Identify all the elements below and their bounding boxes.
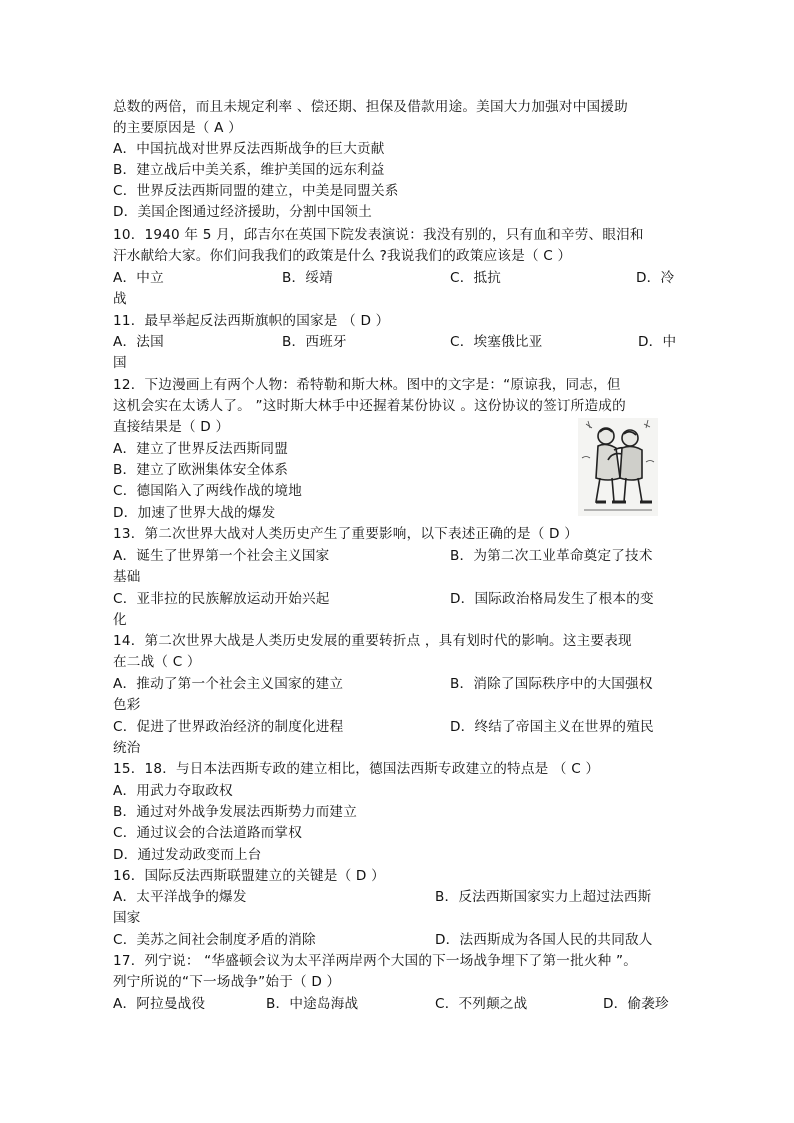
q17-options-row: [113, 994, 693, 1015]
q13-options-row-2: [113, 589, 693, 610]
q14-options-row-1: [113, 674, 693, 695]
q11-option-d: D．中: [638, 334, 677, 350]
q9-option-b: B．建立战后中美关系，维护美国的远东利益: [113, 162, 385, 178]
q17-option-c: C．不列颠之战: [435, 996, 528, 1012]
q12-option-d: D．加速了世界大战的爆发: [113, 505, 276, 521]
q10-option-d-wrap: 战: [113, 291, 127, 307]
q14-option-c: C．促进了世界政治经济的制度化进程: [113, 719, 344, 735]
q10-option-c: C．抵抗: [450, 270, 502, 286]
q14-option-d: D．终结了帝国主义在世界的殖民: [450, 719, 654, 735]
q13-option-d: D．国际政治格局发生了根本的变: [450, 591, 654, 607]
q11-options-row: [113, 332, 683, 353]
q10-option-d: D．冷: [636, 270, 675, 286]
q16-options-row-1: [113, 887, 693, 908]
q15-option-d: D．通过发动政变而上台: [113, 847, 262, 863]
q11-option-a: A．法国: [113, 334, 164, 350]
cartoon-illustration: [578, 418, 658, 516]
q17-option-d: D．偷袭珍: [603, 996, 669, 1012]
q12-option-b: B．建立了欧洲集体安全体系: [113, 462, 289, 478]
q13-option-b-wrap: 基础: [113, 569, 141, 585]
q15-stem: 15．18．与日本法西斯专政的建立相比，德国法西斯专政建立的特点是 （ C ）: [113, 761, 600, 777]
q12-stem: 直接结果是（ D ）: [113, 419, 230, 435]
q14-option-b: B．消除了国际秩序中的大国强权: [450, 676, 653, 692]
q10-option-a: A．中立: [113, 270, 164, 286]
q13-option-a: A．诞生了世界第一个社会主义国家: [113, 548, 330, 564]
q13-option-b: B．为第二次工业革命奠定了技术: [450, 548, 653, 564]
q16-option-b: B．反法西斯国家实力上超过法西斯: [435, 889, 652, 905]
q17-stem: 列宁所说的“下一场战争”始于（ D ）: [113, 974, 341, 990]
q13-option-d-wrap: 化: [113, 612, 127, 628]
q17-option-a: A．阿拉曼战役: [113, 996, 206, 1012]
q9-stem: 的主要原因是（ A ）: [113, 120, 242, 136]
q12-text-line: 12．下边漫画上有两个人物：希特勒和斯大林。图中的文字是：“原谅我，同志，但: [113, 377, 621, 393]
q16-option-c: C．美苏之间社会制度矛盾的消除: [113, 932, 316, 948]
q15-option-a: A．用武力夺取政权: [113, 783, 233, 799]
q10-options-row: [113, 268, 683, 289]
q17-text-line: 17．列宁说： “华盛顿会议为太平洋两岸两个大国的下一场战争埋下了第一批火种 ”。: [113, 953, 638, 969]
q16-options-row-2: [113, 930, 693, 951]
q16-option-d: D．法西斯成为各国人民的共同敌人: [435, 932, 653, 948]
q10-stem: 汗水献给大家。你们问我我们的政策是什么 ?我说我们的政策应该是（ C ）: [113, 248, 572, 264]
q13-stem: 13．第二次世界大战对人类历史产生了重要影响，以下表述正确的是（ D ）: [113, 526, 579, 542]
q15-option-b: B．通过对外战争发展法西斯势力而建立: [113, 804, 358, 820]
q14-option-b-wrap: 色彩: [113, 697, 141, 713]
q14-option-a: A．推动了第一个社会主义国家的建立: [113, 676, 344, 692]
q11-stem: 11．最早举起反法西斯旗帜的国家是 （ D ）: [113, 313, 390, 329]
q12-option-c: C．德国陷入了两线作战的境地: [113, 483, 303, 499]
q11-option-c: C．埃塞俄比亚: [450, 334, 543, 350]
q14-option-d-wrap: 统治: [113, 740, 141, 756]
q11-option-b: B．西班牙: [282, 334, 347, 350]
q10-option-b: B．绥靖: [282, 270, 333, 286]
q14-stem: 在二战（ C ）: [113, 654, 201, 670]
q13-option-c: C．亚非拉的民族解放运动开始兴起: [113, 591, 330, 607]
q12-text-line: 这机会实在太诱人了。 ”这时斯大林手中还握着某份协议 。这份协议的签订所造成的: [113, 398, 626, 414]
q13-options-row-1: [113, 546, 693, 567]
q16-stem: 16．国际反法西斯联盟建立的关键是（ D ）: [113, 868, 385, 884]
q10-text-line: 10．1940 年 5 月，邱吉尔在英国下院发表演说：我没有别的，只有血和辛劳、眼泪和: [113, 227, 644, 243]
q16-option-b-wrap: 国家: [113, 910, 141, 926]
q14-options-row-2: [113, 717, 693, 738]
q9-text-line: 总数的两倍，而且未规定利率 、偿还期、担保及借款用途。美国大力加强对中国援助: [113, 99, 628, 115]
q15-option-c: C．通过议会的合法道路而掌权: [113, 825, 303, 841]
q14-text-line: 14．第二次世界大战是人类历史发展的重要转折点 ，具有划时代的影响。这主要表现: [113, 633, 632, 649]
q9-option-a: A．中国抗战对世界反法西斯战争的巨大贡献: [113, 141, 385, 157]
q17-option-b: B．中途岛海战: [266, 996, 359, 1012]
q9-option-d: D．美国企图通过经济援助，分割中国领土: [113, 204, 372, 220]
q9-option-c: C．世界反法西斯同盟的建立，中美是同盟关系: [113, 183, 399, 199]
q12-option-a: A．建立了世界反法西斯同盟: [113, 441, 289, 457]
q16-option-a: A．太平洋战争的爆发: [113, 889, 247, 905]
q11-option-d-wrap: 国: [113, 355, 127, 371]
